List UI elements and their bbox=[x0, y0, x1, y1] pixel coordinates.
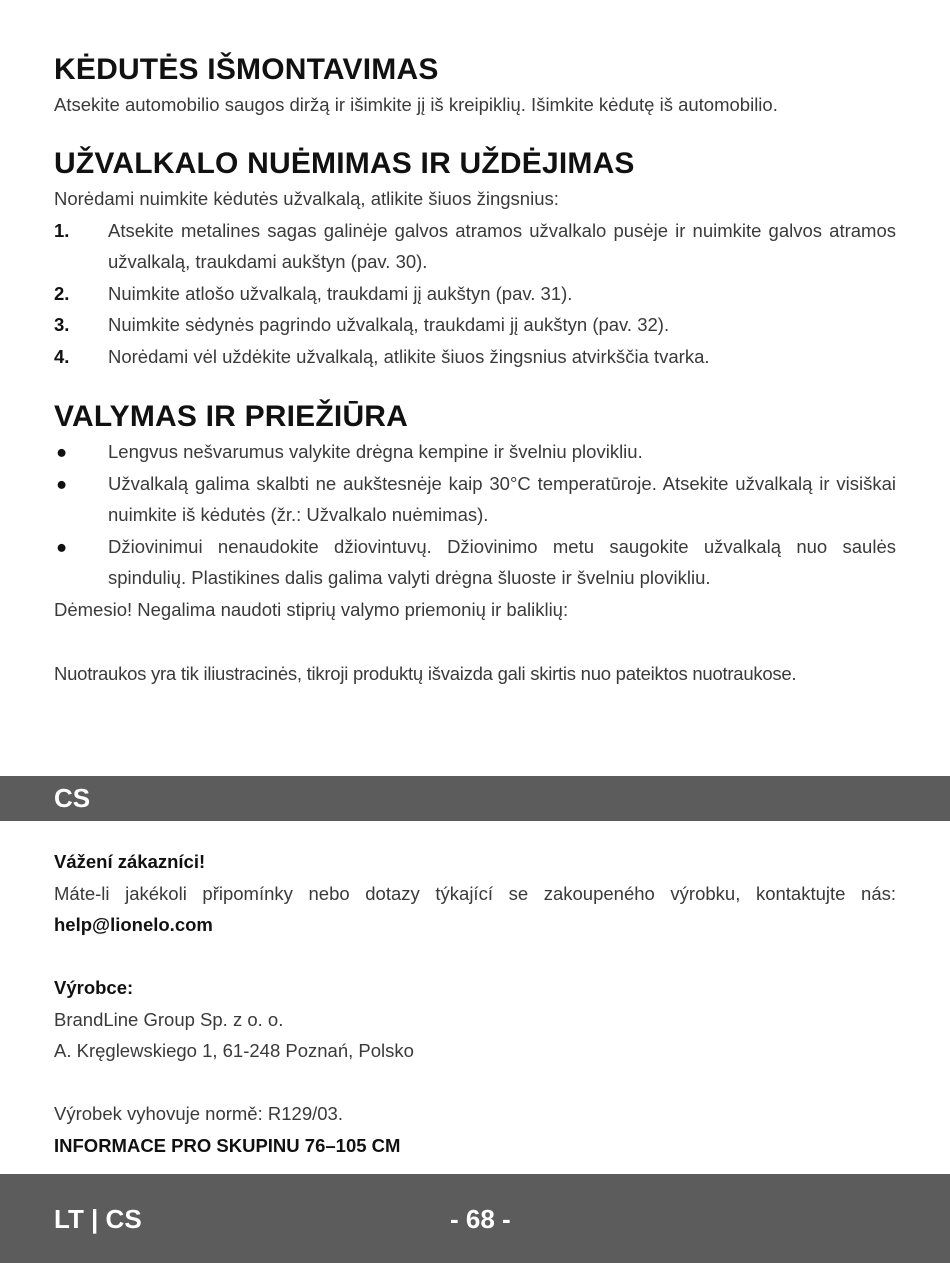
section-cover bbox=[54, 146, 896, 372]
bullet-dot-icon: ● bbox=[56, 441, 68, 462]
cs-section-band bbox=[0, 776, 950, 821]
heading-cleaning: VALYMAS IR PRIEŽIŪRA bbox=[54, 400, 409, 433]
section-cleaning bbox=[54, 399, 896, 625]
cs-manufacturer-label: Výrobce: bbox=[54, 977, 134, 998]
step-text: Nuimkite atlošo užvalkalą, traukdami jį aukštyn (pav. 31). bbox=[108, 282, 573, 304]
page-footer bbox=[0, 1174, 950, 1263]
bullet-item bbox=[54, 531, 896, 594]
bullet-text: Džiovinimui nenaudokite džiovintuvų. Džiovinimo metu saugokite užvalkalą nuo saulės spindulių. Plastikines dalis galima valyti drėgna šluoste ir švelniu plovikliu. bbox=[108, 535, 896, 588]
bullet-dot-icon: ● bbox=[56, 535, 68, 557]
cs-norm: Výrobek vyhovuje normě: R129/03. bbox=[54, 1103, 343, 1124]
bullet-text: Užvalkalą galima skalbti ne aukštesnėje kaip 30°C temperatūroje. Atsekite užvalkalą ir visiškai nuimkite iš kėdutės (žr.: Užvalkalo nuėmimas). bbox=[108, 472, 896, 525]
cover-intro: Norėdami nuimkite kėdutės užvalkalą, atlikite šiuos žingsnius: bbox=[54, 188, 559, 209]
cs-section bbox=[54, 846, 896, 1161]
cs-greeting bbox=[54, 846, 896, 878]
cs-manufacturer-label-line bbox=[54, 972, 896, 1004]
cs-manufacturer-address: A. Kręglewskiego 1, 61-248 Poznań, Polsko bbox=[54, 1040, 414, 1061]
disclaimer-block bbox=[54, 658, 896, 690]
step-number: 3. bbox=[54, 314, 70, 335]
step-text: Norėdami vėl uždėkite užvalkalą, atlikite šiuos žingsnius atvirkščia tvarka. bbox=[108, 345, 710, 367]
bullet-item bbox=[54, 436, 896, 468]
cs-group-info-line bbox=[54, 1130, 896, 1162]
bullet-item bbox=[54, 468, 896, 531]
step-number: 2. bbox=[54, 282, 70, 304]
bullet-dot-icon: ● bbox=[56, 472, 68, 494]
cleaning-warning: Dėmesio! Negalima naudoti stiprių valymo priemonių ir baliklių: bbox=[54, 598, 569, 620]
cs-contact-text: Máte-li jakékoli připomínky nebo dotazy týkající se zakoupeného výrobku, kontaktujte nás: bbox=[54, 882, 896, 904]
removal-text: Atsekite automobilio saugos diržą ir išimkite jį iš kreipiklių. Išimkite kėdutę iš automobilio. bbox=[54, 94, 778, 115]
bullet-text: Lengvus nešvarumus valykite drėgna kempine ir švelniu plovikliu. bbox=[108, 441, 643, 462]
step-item bbox=[54, 278, 896, 310]
cs-band-label: CS bbox=[54, 783, 91, 813]
heading-cover: UŽVALKALO NUĖMIMAS IR UŽDĖJIMAS bbox=[54, 147, 635, 180]
section-removal bbox=[54, 52, 896, 121]
step-text: Atsekite metalines sagas galinėje galvos atramos užvalkalo pusėje ir nuimkite galvos atramos užvalkalą, traukdami aukštyn (pav. 30). bbox=[108, 219, 896, 272]
page-number: - 68 - bbox=[450, 1204, 511, 1234]
step-number: 1. bbox=[54, 219, 70, 241]
heading-removal: KĖDUTĖS IŠMONTAVIMAS bbox=[54, 53, 439, 86]
cs-email-link[interactable]: help@lionelo.com bbox=[54, 914, 213, 935]
cs-group-info: INFORMACE PRO SKUPINU 76–105 CM bbox=[54, 1134, 401, 1156]
step-text: Nuimkite sėdynės pagrindo užvalkalą, traukdami jį aukštyn (pav. 32). bbox=[108, 314, 670, 335]
step-item bbox=[54, 341, 896, 373]
cs-manufacturer-name: BrandLine Group Sp. z o. o. bbox=[54, 1008, 284, 1030]
step-item bbox=[54, 309, 896, 341]
cs-greeting-text: Vážení zákazníci! bbox=[54, 851, 206, 872]
cleaning-bullets bbox=[54, 436, 896, 594]
disclaimer-text: Nuotraukos yra tik iliustracinės, tikroji produktų išvaizda gali skirtis nuo pateiktos nuotraukose. bbox=[54, 663, 797, 684]
cover-steps-list bbox=[54, 215, 896, 373]
step-number: 4. bbox=[54, 345, 70, 367]
footer-language: LT | CS bbox=[54, 1204, 142, 1234]
step-item bbox=[54, 215, 896, 278]
cs-contact bbox=[54, 878, 896, 941]
